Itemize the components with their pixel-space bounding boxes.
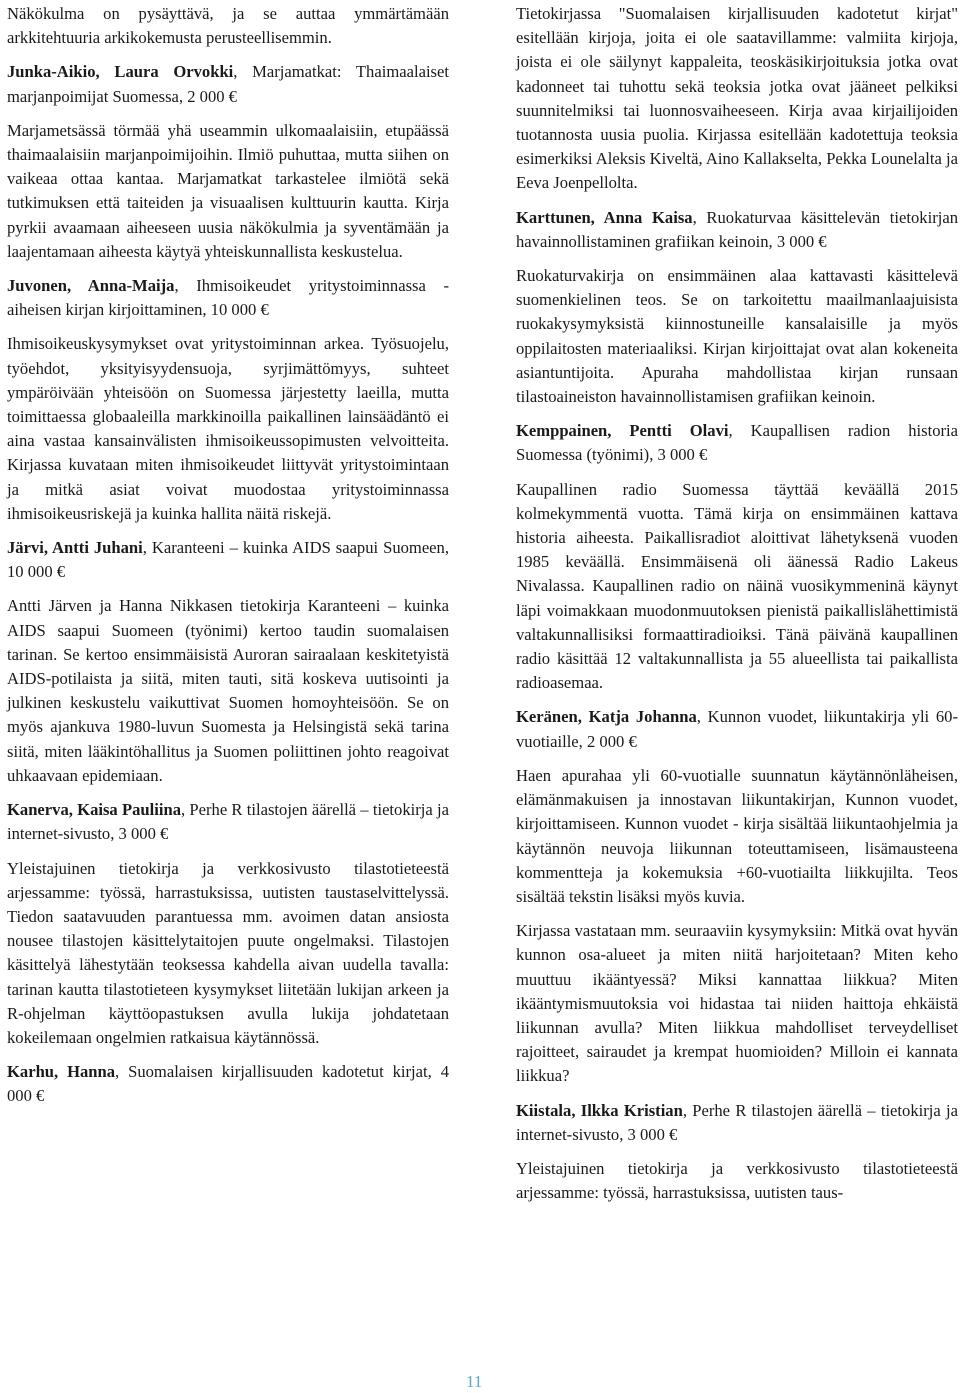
left-column [7, 2, 449, 1109]
entry-description: Haen apurahaa yli 60-vuotialle suunnatun käytännönläheisen, elämänmakuisen ja innostavan liikuntakirjan, Kunnon vuodet, kirjoittamiseen. Kunnon vuodet - kirja sisältää liikuntaohjelmia ja käytännön neuvoja liikunnan toteuttamiseen, lisämausteena kommentteja ja kokemuksia +60-vuotiailta liikkujilta. Teos sisältää tekstin lisäksi myös kuvia. [516, 765, 958, 906]
entry-description: Ihmisoikeuskysymykset ovat yritystoiminnan arkea. Työsuojelu, työehdot, yksityisyydensuoja, syrjimättömyys, suhteet ympäröivään yhteisöön on Suomessa järjestetty laeilla, mutta toimittaessa globaaleilla markkinoilla paikallinen lainsäädäntö ei aina vastaa kansainvälisten ihmisoikeussopimusten velvoitteita. Kirjassa kuvataan miten ihmisoikeudet liittyvät yritystoimintaan ja mitkä asiat voivat muodostaa yritystoiminnassa ihmisoikeusriskejä ja kuinka hallita näitä riskejä. [7, 334, 449, 523]
entry-title: , Suomalaisen kirjallisuuden kadotetut kirjat, 4 000 € [7, 1062, 449, 1106]
entry-title: , Ruokaturvaa käsittelevän tietokirjan havainnollistaminen grafiikan keinoin, 3 000 € [516, 207, 958, 251]
entry-description: Kaupallinen radio Suomessa täyttää keväällä 2015 kolmekymmentä vuotta. Tämä kirja on ensimmäinen kattava historia aiheesta. Paikallisradiot aloittivat lähetyksenä vuoden 1985 keväällä. Ensimmäisenä oli äänessä Radio Lakeus Nivalassa. Kaupallinen radio on näinä vuosikymmeninä käynyt läpi voimakkaan muodonmuutoksen pienistä paikallislähettimistä valtakunnallisiksi formaattiradioiksi. Tänä päivänä kaupallinen radio käsittää 12 valtakunnallista ja 55 alueellista tai paikallista radioasemaa. [516, 479, 958, 693]
entry-author: Karhu, Hanna [7, 1062, 116, 1082]
entry-heading [7, 536, 449, 584]
entry-heading [7, 274, 449, 322]
entry-title: , Marjamatkat: Thaimaalaiset marjanpoimijat Suomessa, 2 000 € [7, 62, 449, 106]
entry-title: , Ihmisoikeudet yritystoiminnassa -aiheisen kirjan kirjoittaminen, 10 000 € [7, 276, 449, 320]
entry-description: Marjametsässä törmää yhä useammin ulkomaalaisiin, etupäässä thaimaalaisiin marjanpoimijoihin. Ilmiö puhuttaa, mutta siihen on vaikeaa ottaa kantaa. Marjamatkat tarkastelee ilmiötä sekä tutkimuksen että taiteiden ja visuaalisen kulttuurin kautta. Kirja pyrkii avaamaan aiheeseen uusia näkökulmia ja syventämään ja laajentamaan aiheesta käytyä yhteiskunnallista keskustelua. [7, 120, 449, 261]
entry-heading [7, 798, 449, 846]
entry-description: Yleistajuinen tietokirja ja verkkosivusto tilastotieteestä arjessamme: työssä, harrastuksissa, uutisten taus- [516, 1158, 958, 1203]
entry-description: Antti Järven ja Hanna Nikkasen tietokirja Karanteeni – kuinka AIDS saapui Suomeen (työnimi) kertoo taudin suomalaisen tarinan. Se kertoo ensimmäisistä Auroran sairaalaan keskitetyistä AIDS-potilaista ja siitä, miten tauti, sitä koskeva uutisointi ja julkinen keskustelu vaikuttivat Suomen homoyhteisöön. Se on myös ajankuva 1980-luvun Suomesta ja Helsingistä sekä tarina siitä, miten lääkintöhallitus ja Suomen poliittinen johto reagoivat uhkaavaan epidemiaan. [7, 596, 449, 785]
entry-heading [516, 1099, 958, 1147]
entry-title: , Perhe R tilastojen äärellä – tietokirja ja internet-sivusto, 3 000 € [7, 800, 449, 844]
entry-author: Järvi, Antti Juhani [7, 538, 143, 558]
entry-heading [516, 419, 958, 467]
entry-author: Kemppainen, Pentti Olavi [516, 421, 729, 441]
entry-author: Karttunen, Anna Kaisa [516, 207, 693, 227]
entry-description: Ruokaturvakirja on ensimmäinen alaa kattavasti käsittelevä suomenkielinen teos. Se on tarkoitettu maailmanlaajuisista ruokakysymyksistä kiinnostuneille kansalaisille ja myös oppilaitosten materiaaliksi. Kirjan kirjoittajat ovat alan kokeneita asiantuntijoita. Apuraha mahdollistaa kirjan runsaan tilastoaineiston havainnollistamisen grafiikan keinoin. [516, 266, 958, 407]
intro-paragraph: Näkökulma on pysäyttävä, ja se auttaa ymmärtämään arkkitehtuuria arkikokemusta perusteellisemmin. [7, 4, 449, 48]
entry-heading [7, 1060, 449, 1108]
entry-title: , Kunnon vuodet, liikuntakirja yli 60-vuotiaille, 2 000 € [516, 707, 958, 751]
entry-author: Kanerva, Kaisa Pauliina [7, 800, 181, 820]
intro-paragraph: Tietokirjassa "Suomalaisen kirjallisuuden kadotetut kirjat" esitellään kirjoja, joita ei ole saatavillamme: valmiita kirjoja, joista ei ole säilynyt kappaleita, teoskäsikirjoituksia jotka ovat kadonneet tai tuhottu sekä teoksia jotka ovat jääneet pelkiksi suunnitelmiksi tai luonnosvaiheeseen. Kirja avaa kirjailijoiden tuotannosta uusia puolia. Kirjassa esitellään kadotettuja teoksia esimerkiksi Aleksis Kiveltä, Aino Kallakselta, Pekka Lounelalta ja Eeva Joenpellolta. [516, 4, 958, 193]
entry-title: , Kaupallisen radion historia Suomessa (työnimi), 3 000 € [516, 421, 958, 465]
entry-author: Junka-Aikio, Laura Orvokki [7, 62, 234, 82]
entry-title: , Karanteeni – kuinka AIDS saapui Suomeen, 10 000 € [7, 538, 449, 582]
right-column [516, 2, 958, 1205]
entry-title: , Perhe R tilastojen äärellä – tietokirja ja internet-sivusto, 3 000 € [516, 1100, 958, 1144]
entry-author: Keränen, Katja Johanna [516, 707, 697, 727]
page-number: 11 [466, 1372, 483, 1391]
entry-heading [7, 60, 449, 108]
entry-author: Juvonen, Anna-Maija [7, 276, 175, 296]
entry-description-continued: Kirjassa vastataan mm. seuraaviin kysymyksiin: Mitkä ovat hyvän kunnon osa-alueet ja miten niitä harjoitetaan? Miten keho muuttuu ikääntyessä? Miksi kannattaa liikkua? Miten ikääntymismuutoksia voi hidastaa tai niiden haittoja ehkäistä liikunnan avulla? Miten liikkua mahdolliset terveydelliset rajoitteet, sairaudet ja krempat huomioiden? Milloin ei kannata liikkua? [516, 921, 958, 1086]
entry-heading [516, 705, 958, 753]
entry-description: Yleistajuinen tietokirja ja verkkosivusto tilastotieteestä arjessamme: työssä, harrastuksissa, uutisten taustaselvittelyssä. Tiedon saatavuuden parantuessa mm. avoimen datan ansiosta nousee tilastojen käsittelytaitojen puute ongelmaksi. Tilastojen käsittelyä lähestytään teoksessa kahdella aivan uudella tavalla: tarinan kautta tilastotieteen kysymykset liitetään lukijan arkeen ja R-ohjelman käyttöopastuksen avulla lukija johdatetaan kokeilemaan ongelmien ratkaisua käytännössä. [7, 858, 449, 1047]
entry-author: Kiistala, Ilkka Kristian [516, 1100, 683, 1120]
entry-heading [516, 206, 958, 254]
